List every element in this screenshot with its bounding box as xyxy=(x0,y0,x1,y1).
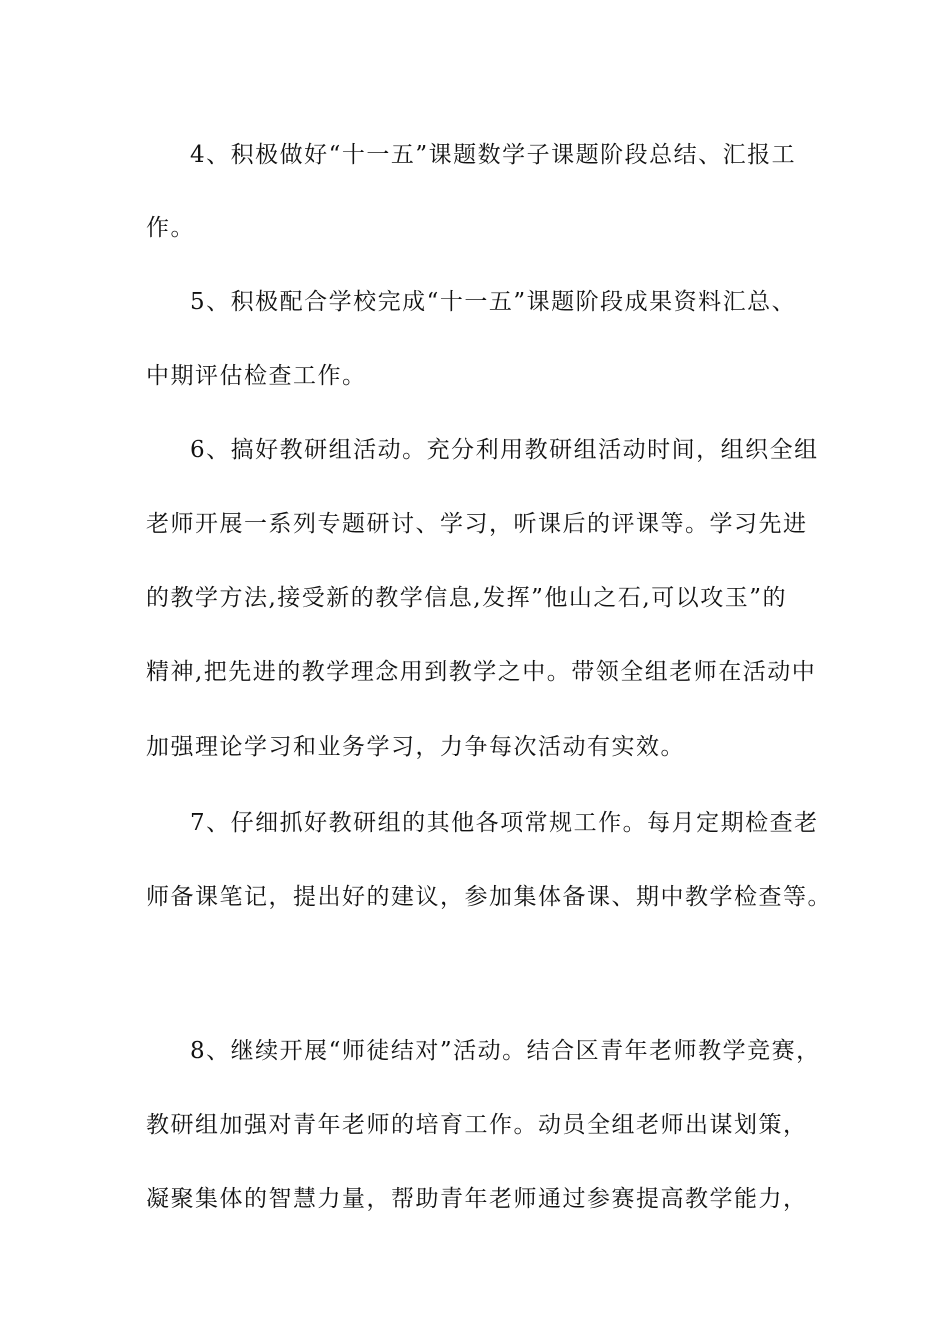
paragraph-5-line-1: 5、积极配合学校完成“十一五”课题阶段成果资料汇总、 xyxy=(190,289,797,315)
paragraph-5-line-2: 中期评估检查工作。 xyxy=(146,363,367,389)
paragraph-8-line-1: 8、继续开展“师徒结对”活动。结合区青年老师教学竞赛， xyxy=(190,1038,821,1064)
paragraph-8-line-3: 凝聚集体的智慧力量，帮助青年老师通过参赛提高教学能力， xyxy=(146,1186,808,1212)
paragraph-4-line-1: 4、积极做好“十一五”课题数学子课题阶段总结、汇报工 xyxy=(190,142,797,168)
paragraph-6-line-2: 老师开展一系列专题研讨、学习，听课后的评课等。学习先进 xyxy=(146,511,808,537)
paragraph-7-line-1: 7、仔细抓好教研组的其他各项常规工作。每月定期检查老 xyxy=(190,810,819,836)
paragraph-6-line-5: 加强理论学习和业务学习，力争每次活动有实效。 xyxy=(146,734,685,760)
paragraph-6-line-4: 精神,把先进的教学理念用到教学之中。带领全组老师在活动中 xyxy=(146,659,817,685)
paragraph-8-line-2: 教研组加强对青年老师的培育工作。动员全组老师出谋划策， xyxy=(146,1112,808,1138)
paragraph-7-line-2: 师备课笔记，提出好的建议，参加集体备课、期中教学检查等。 xyxy=(146,884,832,910)
paragraph-6-line-3: 的教学方法,接受新的教学信息,发挥”他山之石,可以攻玉”的 xyxy=(146,585,787,611)
paragraph-4-line-2: 作。 xyxy=(146,215,195,241)
paragraph-6-line-1: 6、搞好教研组活动。充分利用教研组活动时间，组织全组 xyxy=(190,437,819,463)
